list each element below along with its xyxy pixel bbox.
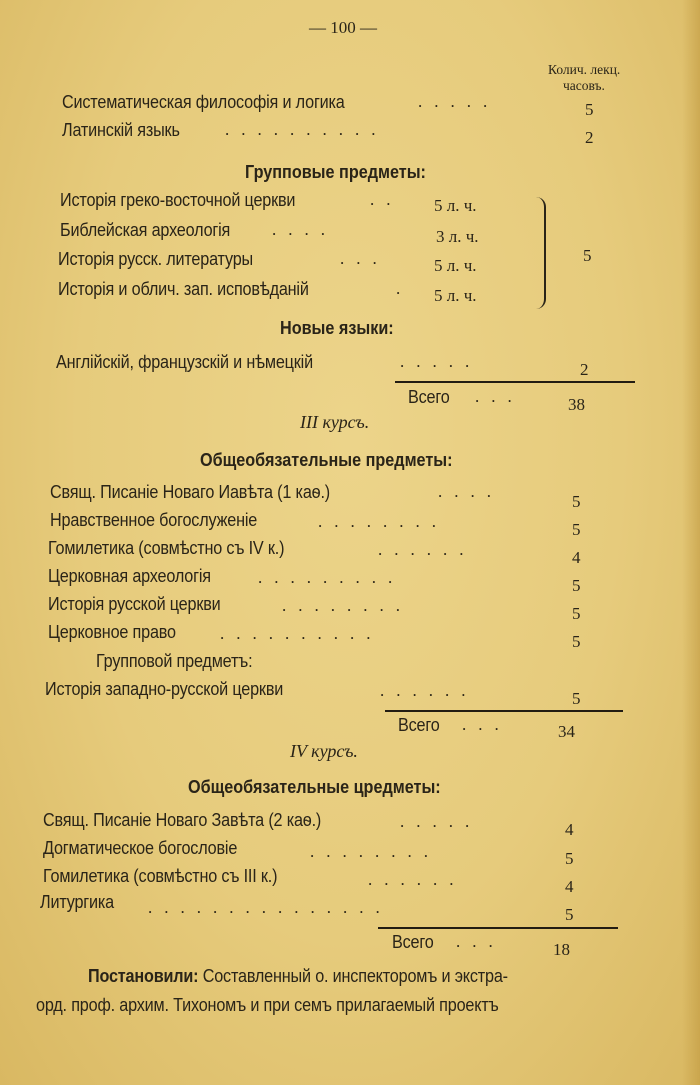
total-label: Всего bbox=[408, 387, 450, 407]
leader-dots: ...... bbox=[380, 681, 478, 700]
group-subject-hours: 5 л. ч. bbox=[434, 256, 477, 275]
subject-name: Церковная археологія bbox=[48, 566, 211, 586]
leader-dots: ........ bbox=[310, 842, 440, 861]
total-value: 38 bbox=[568, 395, 585, 414]
subject-hours: 4 bbox=[565, 820, 574, 839]
total-label: Всего bbox=[398, 715, 440, 735]
leader-dots: ...... bbox=[368, 870, 466, 889]
subject-name: Нравственное богослуженіе bbox=[50, 510, 258, 530]
subject-hours: 5 bbox=[572, 520, 581, 539]
resolution-line1 bbox=[88, 966, 508, 987]
section-heading: Новые языки: bbox=[280, 318, 394, 338]
column-header-line2: часовъ. bbox=[563, 78, 605, 93]
subject-name: Свящ. Писаніе Новаго Завѣта (2 каѳ.) bbox=[43, 810, 322, 830]
subject-name: Гомилетика (совмѣстно съ IV к.) bbox=[48, 538, 285, 558]
leader-dots: .......... bbox=[225, 120, 388, 139]
total-value: 34 bbox=[558, 722, 575, 741]
subject-name: Церковное право bbox=[48, 622, 176, 642]
group-subject-name: Исторія греко-восточной церкви bbox=[60, 190, 296, 210]
subject-name: Догматическое богословіе bbox=[43, 838, 238, 858]
page-edge-shadow bbox=[682, 0, 700, 1085]
subject-name: Исторія западно-русской церкви bbox=[45, 679, 284, 699]
leader-dots: ... bbox=[456, 932, 505, 951]
resolution-lead: Постановили: bbox=[88, 966, 199, 986]
group-heading: Групповой предметъ: bbox=[96, 651, 253, 671]
subject-name: Исторія русской церкви bbox=[48, 594, 221, 614]
column-header-line1: Колич. лекц. bbox=[548, 62, 621, 77]
subject-hours: 5 bbox=[572, 576, 581, 595]
group-brace bbox=[532, 197, 546, 309]
subject-hours: 5 bbox=[572, 632, 581, 651]
subject-hours: 5 bbox=[585, 100, 594, 119]
page-number: — 100 — bbox=[309, 18, 377, 37]
leader-dots: ... bbox=[340, 249, 389, 268]
section-heading: Общеобязательные предметы: bbox=[200, 450, 453, 470]
subject-hours: 4 bbox=[572, 548, 581, 567]
leader-dots: ......... bbox=[258, 568, 405, 587]
leader-dots: ............... bbox=[148, 898, 392, 917]
total-rule bbox=[395, 381, 635, 383]
leader-dots: ...... bbox=[378, 540, 476, 559]
leader-dots: .... bbox=[272, 220, 337, 239]
leader-dots: .... bbox=[438, 482, 503, 501]
subject-name: Латинскій языкь bbox=[62, 120, 180, 140]
leader-dots: . bbox=[396, 279, 413, 298]
group-subject-hours: 3 л. ч. bbox=[436, 227, 479, 246]
subject-hours: 5 bbox=[565, 849, 574, 868]
resolution-text: Составленный о. инспекторомъ и экстра- bbox=[202, 966, 508, 986]
leader-dots: ..... bbox=[400, 352, 482, 371]
total-rule bbox=[385, 710, 623, 712]
leader-dots: .......... bbox=[220, 624, 383, 643]
resolution-line2: орд. проф. архим. Тихономъ и при семъ прилагаемый проектъ bbox=[36, 995, 499, 1015]
subject-name: Англійскій, французскій и нѣмецкій bbox=[56, 352, 313, 372]
section-heading: Групповые предметы: bbox=[245, 162, 426, 182]
total-label: Всего bbox=[392, 932, 434, 952]
leader-dots: ... bbox=[475, 387, 524, 406]
group-total-hours: 5 bbox=[583, 246, 592, 265]
subject-hours: 5 bbox=[572, 492, 581, 511]
subject-name: Систематическая философія и логика bbox=[62, 92, 345, 112]
subject-hours: 4 bbox=[565, 877, 574, 896]
subject-name: Литургика bbox=[40, 892, 115, 912]
leader-dots: ... bbox=[462, 715, 511, 734]
subject-name: Гомилетика (совмѣстно съ III к.) bbox=[43, 866, 278, 886]
subject-hours: 2 bbox=[580, 360, 589, 379]
leader-dots: ..... bbox=[400, 812, 482, 831]
group-subject-hours: 5 л. ч. bbox=[434, 286, 477, 305]
course-title: III курсъ. bbox=[300, 412, 370, 432]
subject-name: Свящ. Писаніе Новаго Иавѣта (1 каѳ.) bbox=[50, 482, 331, 502]
group-subject-name: Библейская археологія bbox=[60, 220, 231, 240]
subject-hours: 5 bbox=[565, 905, 574, 924]
total-value: 18 bbox=[553, 940, 570, 959]
leader-dots: ........ bbox=[282, 596, 412, 615]
group-subject-name: Исторія и облич. зап. исповѣданій bbox=[58, 279, 309, 299]
leader-dots: ..... bbox=[418, 92, 500, 111]
subject-hours: 2 bbox=[585, 128, 594, 147]
course-title: IV курсъ. bbox=[290, 741, 358, 761]
group-subject-hours: 5 л. ч. bbox=[434, 196, 477, 215]
total-rule bbox=[378, 927, 618, 929]
subject-hours: 5 bbox=[572, 604, 581, 623]
leader-dots: .. bbox=[370, 190, 403, 209]
section-heading: Общеобязательные цредметы: bbox=[188, 777, 441, 797]
leader-dots: ........ bbox=[318, 512, 448, 531]
subject-hours: 5 bbox=[572, 689, 581, 708]
group-subject-name: Исторія русск. литературы bbox=[58, 249, 254, 269]
